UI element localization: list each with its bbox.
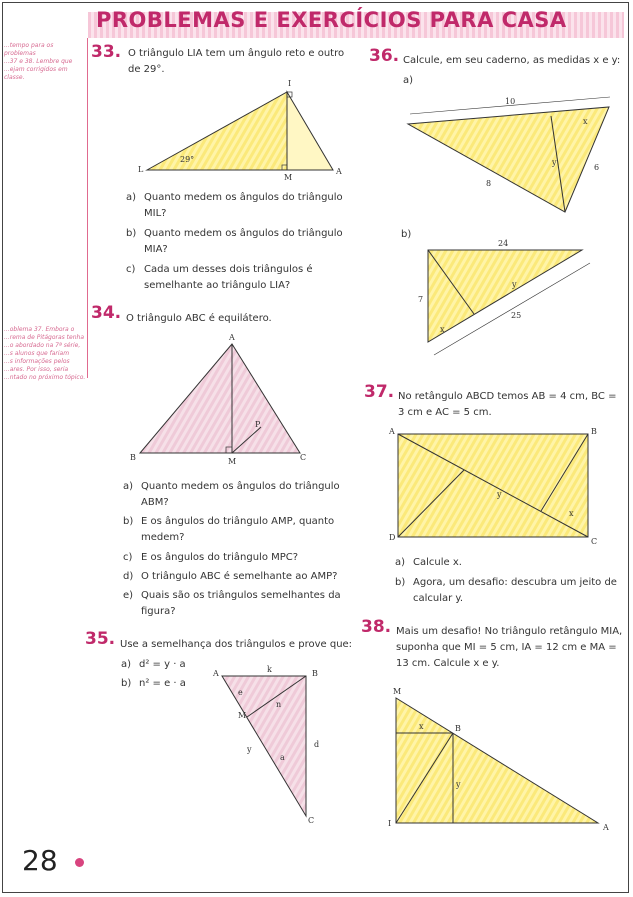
- triangle-lim: [147, 92, 287, 170]
- triangle-abc: [140, 344, 300, 453]
- label-M: M: [284, 173, 293, 182]
- problem-38-number: 38.: [361, 617, 392, 637]
- label-e: e: [238, 688, 243, 697]
- page-number: 28: [22, 844, 58, 877]
- triangle-mia: [396, 698, 598, 823]
- label-x: x: [440, 325, 445, 334]
- page-title: PROBLEMAS E EXERCÍCIOS PARA CASA: [96, 8, 567, 32]
- label-y: y: [552, 158, 557, 167]
- item-key: b): [123, 516, 134, 527]
- label-A: A: [603, 823, 609, 832]
- label-25: 25: [511, 311, 522, 320]
- item-key: a): [126, 192, 137, 203]
- item-text: d² = y · a: [139, 659, 186, 670]
- problem-34-number: 34.: [91, 303, 122, 323]
- label-y: y: [456, 780, 461, 789]
- item-key: b): [395, 577, 406, 588]
- item-text: Cada um desses dois triângulos é semelhante ao triângulo LIA?: [144, 264, 313, 291]
- figure-37: [388, 427, 597, 546]
- item-key: a): [121, 659, 132, 670]
- item-key: b): [126, 228, 137, 239]
- problem-37-number: 37.: [364, 382, 395, 402]
- label-7: 7: [418, 295, 424, 304]
- figure-35: [212, 665, 319, 825]
- triangle-36a: [408, 107, 609, 212]
- label-y: y: [247, 745, 252, 754]
- label-D: D: [389, 533, 396, 542]
- label-8: 8: [486, 179, 492, 188]
- label-I: I: [388, 819, 392, 828]
- item-key: d): [123, 571, 134, 582]
- label-I: I: [288, 79, 292, 88]
- figure-34: [130, 333, 306, 466]
- figure-36b: [418, 239, 590, 355]
- label-10: 10: [505, 97, 516, 106]
- problem-33-number: 33.: [91, 42, 122, 62]
- item-text: n² = e · a: [139, 678, 186, 689]
- label-B: B: [130, 453, 136, 462]
- label-6: 6: [594, 163, 600, 172]
- label-A: A: [336, 167, 342, 176]
- label-A: A: [213, 669, 219, 678]
- problem-37-statement: No retângulo ABCD temos AB = 4 cm, BC = 3 cm e AC = 5 cm.: [398, 391, 617, 418]
- label-M: M: [393, 687, 402, 696]
- label-y: y: [497, 490, 502, 499]
- page-dot: [75, 858, 84, 867]
- label-B: B: [455, 724, 461, 733]
- triangle-abc: [222, 676, 306, 816]
- problem-33-statement: O triângulo LIA tem um ângulo reto e outro de 29°.: [128, 48, 345, 75]
- item-text: Calcule x.: [413, 557, 462, 568]
- label-B: B: [312, 669, 318, 678]
- item-text: E os ângulos do triângulo AMP, quanto medem?: [141, 516, 335, 543]
- item-key: c): [126, 264, 136, 275]
- label-angle-29: 29°: [180, 155, 195, 164]
- label-x: x: [419, 722, 424, 731]
- label-24: 24: [498, 239, 509, 248]
- item-text: Agora, um desafio: descubra um jeito de calcular y.: [413, 577, 617, 604]
- item-key: a): [123, 481, 134, 492]
- problem-36-a-label: a): [403, 75, 414, 86]
- side-note-2-text: ...oblema 37. Embora o ...rema de Pitágoras tenha ...o abordado na 7ª série, ...s alunos que fariam ...s informações pelos ...ares. Por isso, seria ...ntado no próximo tópico.: [4, 326, 86, 381]
- label-P: P: [255, 420, 261, 429]
- triangle-mia: [287, 92, 333, 170]
- label-B: B: [591, 427, 597, 436]
- label-x: x: [583, 117, 588, 126]
- label-a: a: [280, 753, 285, 762]
- label-x: x: [569, 509, 574, 518]
- item-key: b): [121, 678, 132, 689]
- item-text: Quais são os triângulos semelhantes da figura?: [141, 590, 341, 617]
- label-C: C: [591, 537, 598, 546]
- label-A: A: [389, 427, 395, 436]
- item-key: c): [123, 552, 133, 563]
- side-note-1-text: ...tempo para os problemas ...37 e 38. Lembre que ...ejam corrigidos em classe.: [4, 42, 73, 81]
- problem-36-statement: Calcule, em seu caderno, as medidas x e y:: [403, 55, 621, 66]
- label-A: A: [229, 333, 235, 342]
- problem-34-statement: O triângulo ABC é equilátero.: [126, 313, 272, 324]
- figure-38: [388, 687, 609, 832]
- problem-36-b-label: b): [401, 229, 412, 240]
- item-key: a): [395, 557, 406, 568]
- problem-35-number: 35.: [85, 629, 116, 649]
- item-text: E os ângulos do triângulo MPC?: [141, 552, 299, 563]
- item-text: O triângulo ABC é semelhante ao AMP?: [141, 571, 338, 582]
- label-L: L: [138, 165, 144, 174]
- problem-38-statement: Mais um desafio! No triângulo retângulo MIA, suponha que MI = 5 cm, IA = 12 cm e MA = 13 cm. Calcule x e y.: [396, 626, 623, 669]
- label-M: M: [228, 457, 237, 466]
- figure-36a: [408, 97, 610, 212]
- label-d: d: [314, 740, 320, 749]
- triangle-36b: [428, 250, 582, 342]
- item-text: Quanto medem os ângulos do triângulo MIA?: [144, 228, 343, 255]
- figure-33: [138, 79, 342, 182]
- problem-36-number: 36.: [369, 46, 400, 66]
- label-n: n: [276, 700, 282, 709]
- label-M: M: [238, 711, 247, 720]
- item-text: Quanto medem os ângulos do triângulo ABM?: [141, 481, 340, 508]
- problem-35-statement: Use a semelhança dos triângulos e prove que:: [120, 639, 353, 650]
- label-k: k: [267, 665, 272, 674]
- item-text: Quanto medem os ângulos do triângulo MIL?: [144, 192, 343, 219]
- label-C: C: [308, 816, 315, 825]
- label-y: y: [512, 280, 517, 289]
- label-C: C: [300, 453, 307, 462]
- item-key: e): [123, 590, 134, 601]
